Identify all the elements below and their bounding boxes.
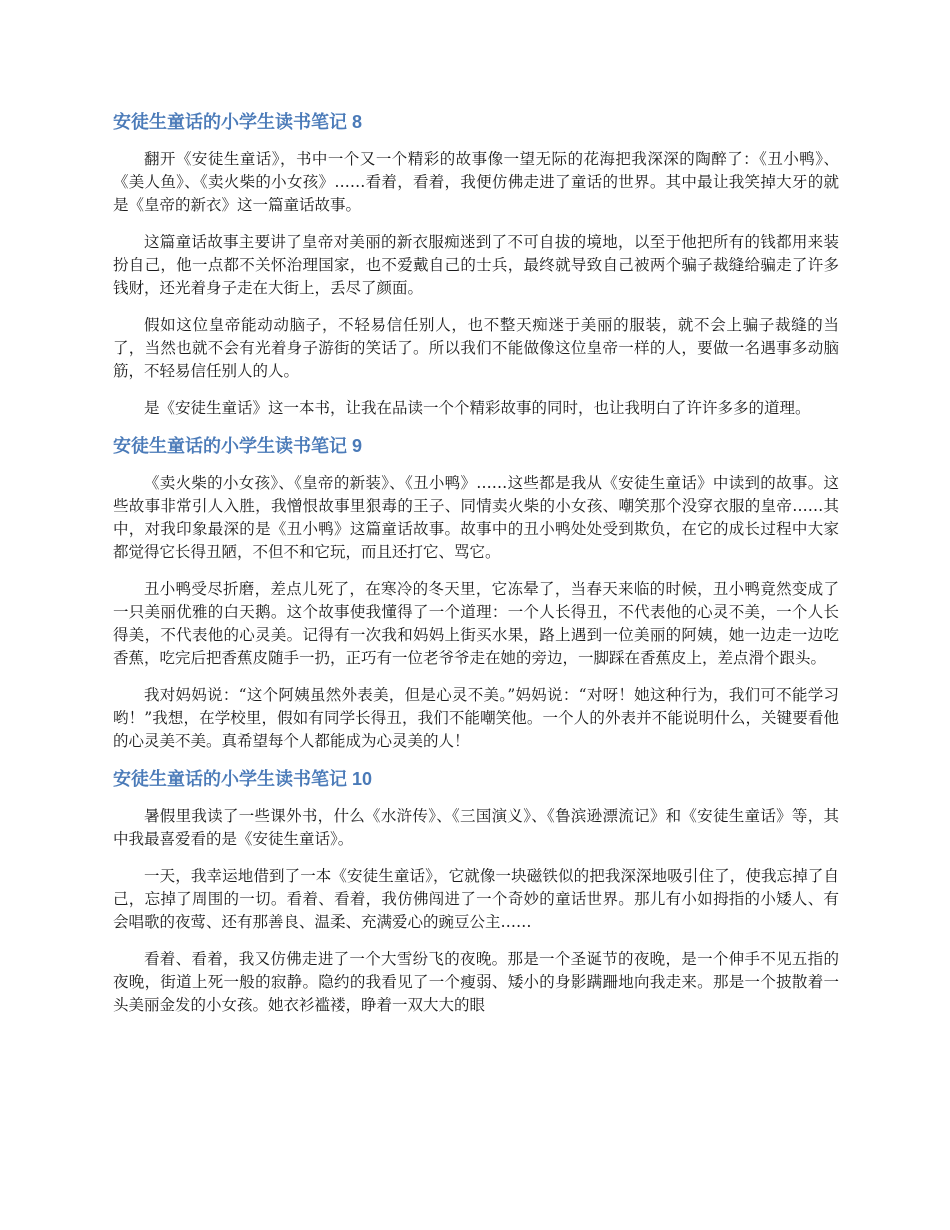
paragraph: 一天，我幸运地借到了一本《安徒生童话》，它就像一块磁铁似的把我深深地吸引住了，使我忘掉了自己，忘掉了周围的一切。看着、看着，我仿佛闯进了一个奇妙的童话世界。那儿有小如拇指的小矮人、有会唱歌的夜莺、还有那善良、温柔、充满爱心的豌豆公主…… <box>113 867 839 931</box>
paragraph: 看着、看着，我又仿佛走进了一个大雪纷飞的夜晚。那是一个圣诞节的夜晚，是一个伸手不见五指的夜晚，街道上死一般的寂静。隐约的我看见了一个瘦弱、矮小的身影蹒跚地向我走来。那是一个披散着一头美丽金发的小女孩。她衣衫褴褛，睁着一双大大的眼 <box>113 950 839 1014</box>
section-title: 安徒生童话的小学生读书笔记 10 <box>113 769 373 789</box>
paragraph: 这篇童话故事主要讲了皇帝对美丽的新衣服痴迷到了不可自拔的境地，以至于他把所有的钱都用来装扮自己，他一点都不关怀治理国家，也不爱戴自己的士兵，最终就导致自己被两个骗子裁缝给骗走了许多钱财，还光着身子走在大街上，丢尽了颜面。 <box>113 233 839 297</box>
document-page <box>113 110 839 1031</box>
section-notes-10 <box>113 767 839 1017</box>
section-title: 安徒生童话的小学生读书笔记 9 <box>113 436 363 456</box>
paragraph: 暑假里我读了一些课外书，什么《水浒传》、《三国演义》、《鲁滨逊漂流记》和《安徒生童话》等，其中我最喜爱看的是《安徒生童话》。 <box>113 807 839 848</box>
paragraph: 《卖火柴的小女孩》、《皇帝的新装》、《丑小鸭》……这些都是我从《安徒生童话》中读到的故事。这些故事非常引人入胜，我憎恨故事里狠毒的王子、同情卖火柴的小女孩、嘲笑那个没穿衣服的皇帝……其中，对我印象最深的是《丑小鸭》这篇童话故事。故事中的丑小鸭处处受到欺负，在它的成长过程中大家都觉得它长得丑陋，不但不和它玩，而且还打它、骂它。 <box>113 474 839 561</box>
paragraph: 翻开《安徒生童话》，书中一个又一个精彩的故事像一望无际的花海把我深深的陶醉了：《丑小鸭》、《美人鱼》、《卖火柴的小女孩》……看着，看着，我便仿佛走进了童话的世界。其中最让我笑掉大牙的就是《皇帝的新衣》这一篇童话故事。 <box>113 150 839 214</box>
section-notes-8 <box>113 110 839 420</box>
paragraph: 丑小鸭受尽折磨，差点儿死了，在寒冷的冬天里，它冻晕了，当春天来临的时候，丑小鸭竟然变成了一只美丽优雅的白天鹅。这个故事使我懂得了一个道理：一个人长得丑，不代表他的心灵不美，一个人长得美，不代表他的心灵美。记得有一次我和妈妈上街买水果，路上遇到一位美丽的阿姨，她一边走一边吃香蕉，吃完后把香蕉皮随手一扔，正巧有一位老爷爷走在她的旁边，一脚踩在香蕉皮上，差点滑个跟头。 <box>113 580 839 667</box>
paragraph: 是《安徒生童话》这一本书，让我在品读一个个精彩故事的同时，也让我明白了许许多多的道理。 <box>144 399 811 417</box>
section-notes-9 <box>113 434 839 753</box>
paragraph: 假如这位皇帝能动动脑子，不轻易信任别人，也不整天痴迷于美丽的服装，就不会上骗子裁缝的当了，当然也就不会有光着身子游街的笑话了。所以我们不能做像这位皇帝一样的人，要做一名遇事多动脑筋，不轻易信任别人的人。 <box>113 316 839 380</box>
paragraph: 我对妈妈说：“这个阿姨虽然外表美，但是心灵不美。”妈妈说：“对呀！她这种行为，我们可不能学习哟！”我想，在学校里，假如有同学长得丑，我们不能嘲笑他。一个人的外表并不能说明什么，关键要看他的心灵美不美。真希望每个人都能成为心灵美的人！ <box>113 686 839 750</box>
section-title: 安徒生童话的小学生读书笔记 8 <box>113 112 363 132</box>
